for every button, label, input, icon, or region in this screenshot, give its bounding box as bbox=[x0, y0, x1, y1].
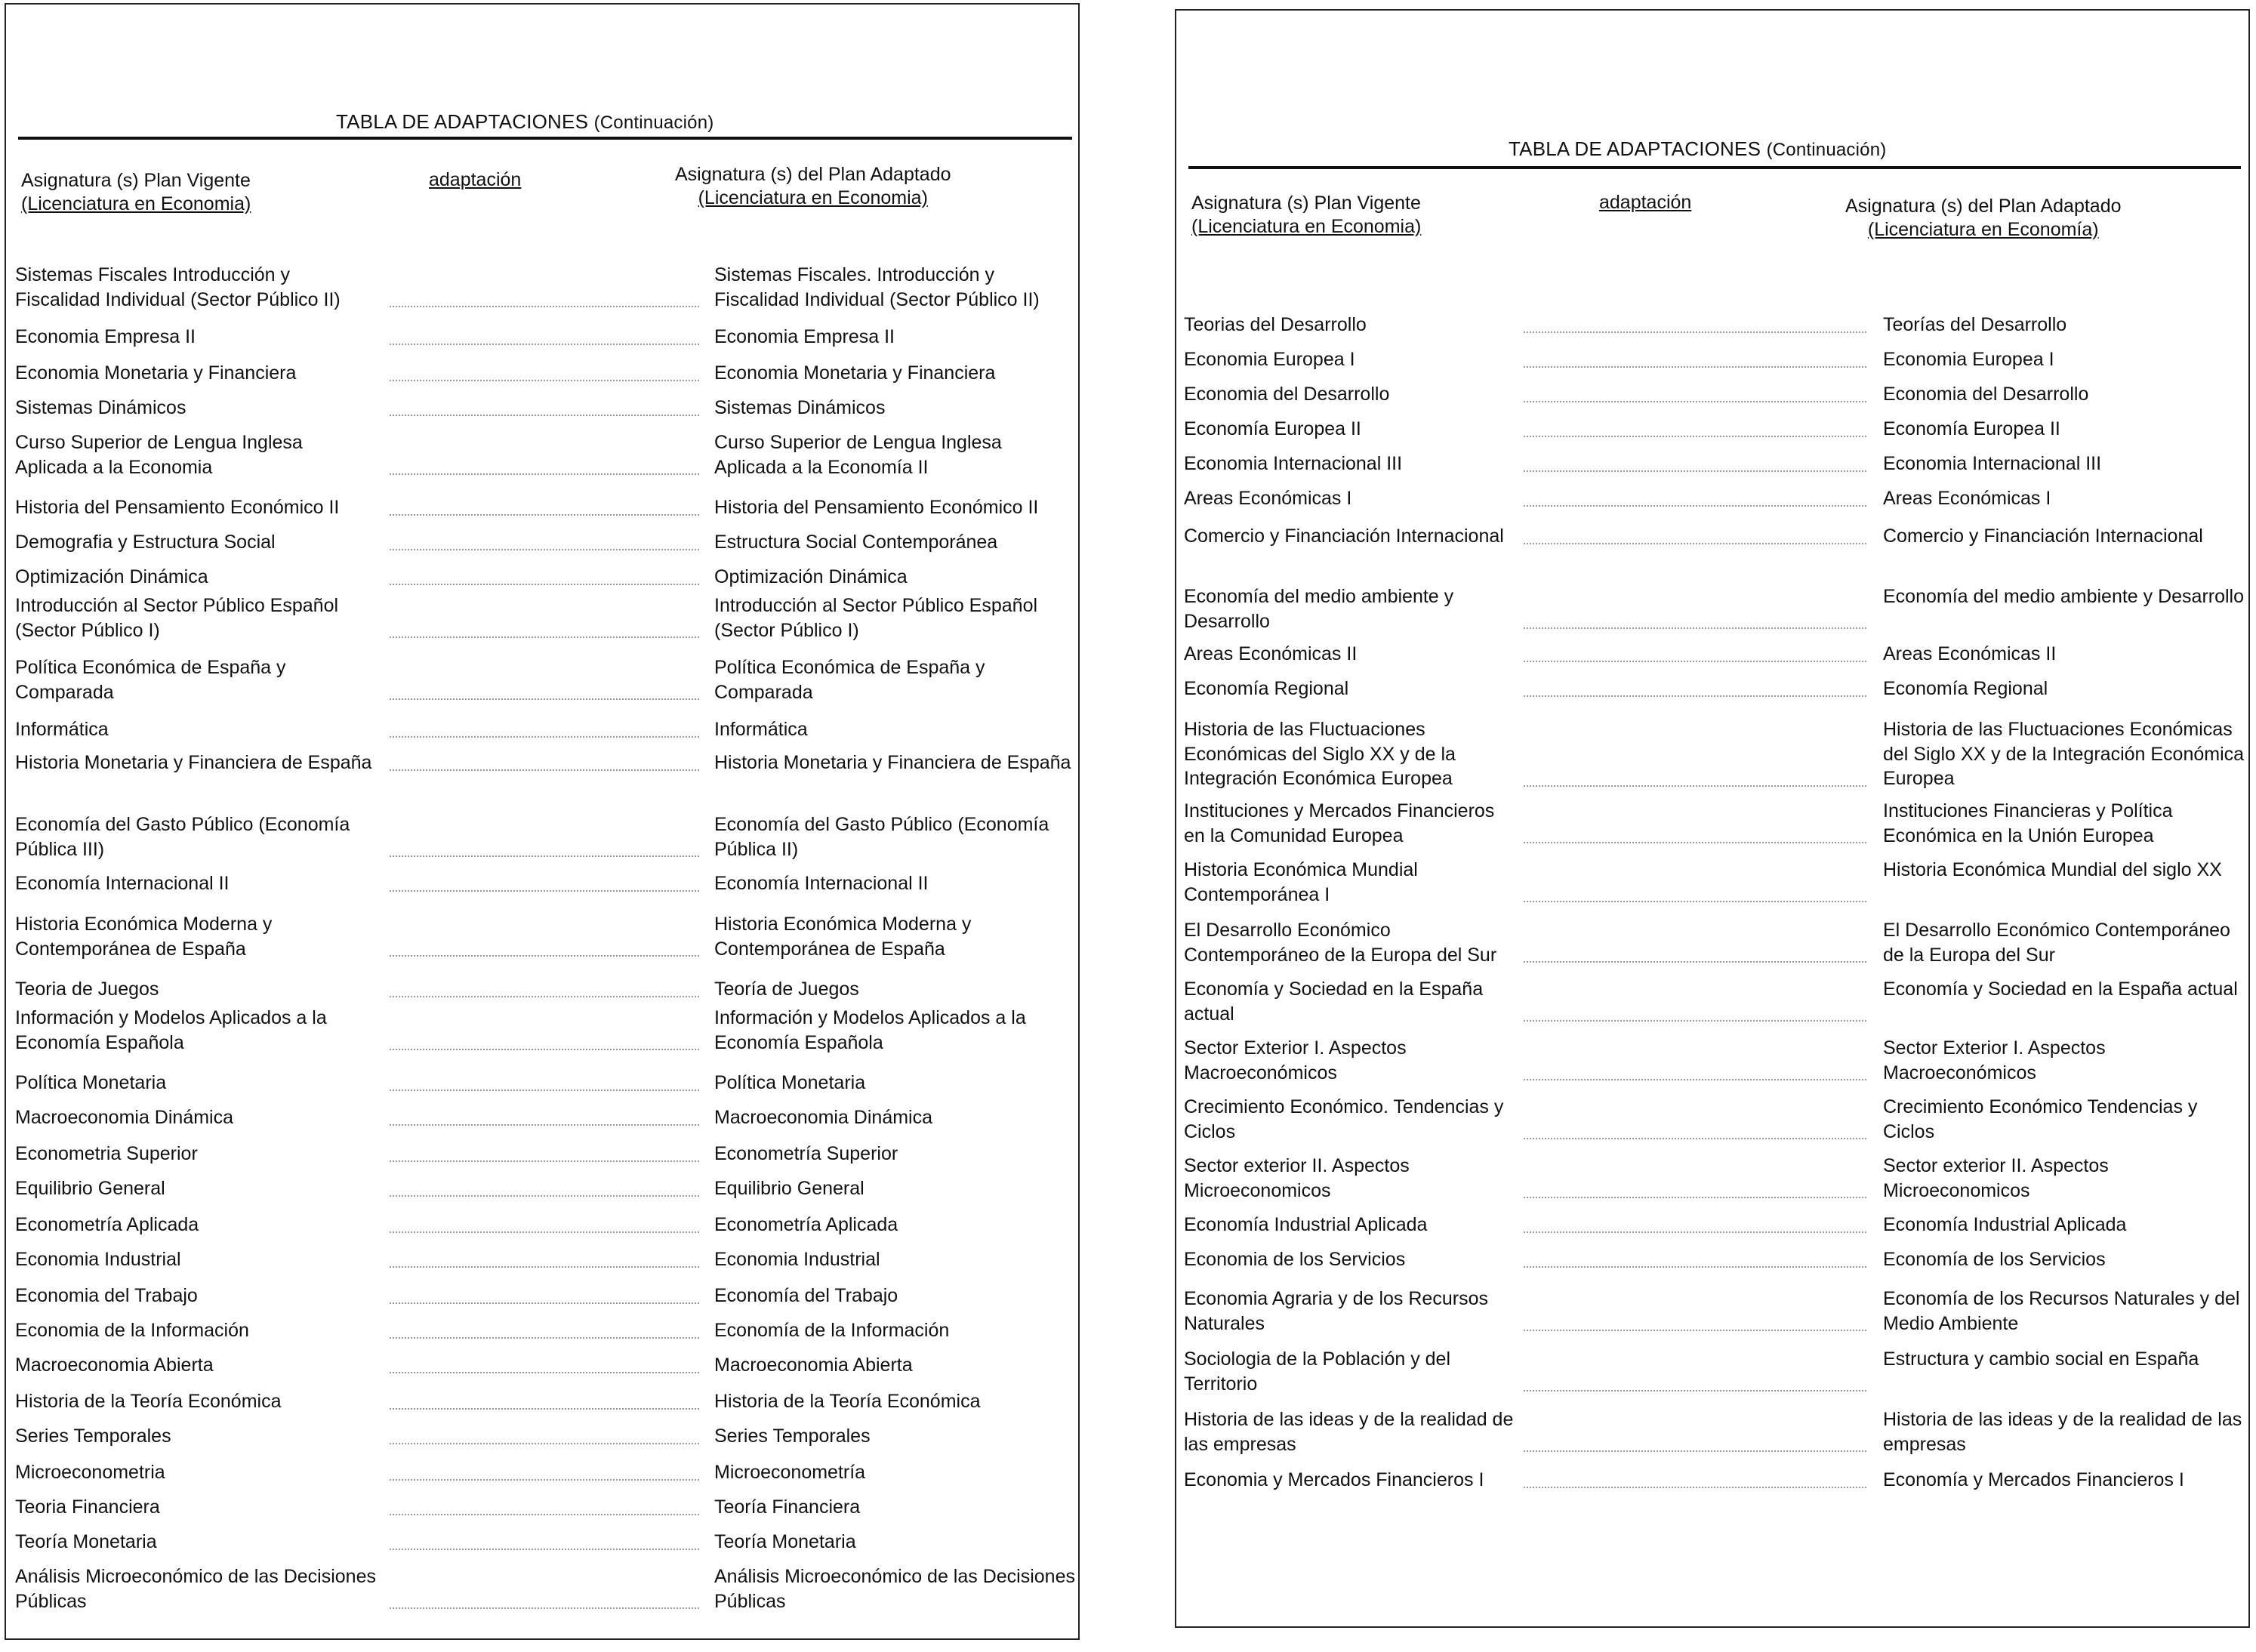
plan-adaptado-cell: Economia Monetaria y Financiera bbox=[714, 362, 996, 384]
plan-vigente-cell: Sector exterior II. Aspectos Microeconomicos bbox=[1184, 1155, 1410, 1201]
plan-vigente-cell: Introducción al Sector Público Español (Sector Público I) bbox=[15, 595, 339, 641]
plan-vigente-cell: Econometria Superior bbox=[15, 1143, 198, 1164]
plan-adaptado-cell: Economía y Mercados Financieros I bbox=[1883, 1469, 2184, 1490]
plan-adaptado-cell: Areas Económicas I bbox=[1883, 488, 2051, 509]
leader-dots bbox=[1524, 1266, 1866, 1268]
plan-adaptado-cell: Econometría Superior bbox=[714, 1143, 898, 1164]
header-plan-vigente-subtitle: (Licenciatura en Economia) bbox=[21, 193, 251, 214]
leader-dots bbox=[390, 769, 699, 771]
plan-vigente-cell: Política Monetaria bbox=[15, 1072, 167, 1093]
leader-dots bbox=[390, 380, 699, 381]
plan-vigente-cell: Equilibrio General bbox=[15, 1178, 165, 1199]
plan-vigente-cell: Teorias del Desarrollo bbox=[1184, 314, 1367, 335]
header-plan-adaptado-title: Asignatura (s) del Plan Adaptado bbox=[675, 164, 951, 185]
leader-dots bbox=[1524, 1390, 1866, 1392]
plan-adaptado-cell: Informática bbox=[714, 719, 808, 740]
leader-dots bbox=[390, 955, 699, 957]
plan-adaptado-cell: Teoría Financiera bbox=[714, 1496, 861, 1518]
leader-dots bbox=[390, 1479, 699, 1481]
plan-adaptado-cell: Economía Europea II bbox=[1883, 418, 2060, 439]
plan-vigente-cell: Areas Económicas I bbox=[1184, 488, 1352, 509]
plan-vigente-cell: Economia de los Servicios bbox=[1184, 1249, 1406, 1270]
plan-adaptado-cell: Comercio y Financiación Internacional bbox=[1883, 525, 2203, 547]
leader-dots bbox=[390, 1160, 699, 1162]
leader-dots bbox=[1524, 505, 1866, 507]
plan-vigente-cell: Macroeconomia Dinámica bbox=[15, 1107, 234, 1128]
plan-vigente-cell: Economia Industrial bbox=[15, 1249, 181, 1270]
leader-dots bbox=[390, 306, 699, 307]
header-plan-adaptado bbox=[675, 163, 951, 210]
header-adaptacion: adaptación bbox=[1599, 192, 1692, 213]
leader-dots bbox=[390, 855, 699, 857]
plan-vigente-cell: Sector Exterior I. Aspectos Macroeconómicos bbox=[1184, 1037, 1407, 1083]
leader-dots bbox=[390, 1372, 699, 1373]
plan-vigente-cell: Demografia y Estructura Social bbox=[15, 532, 276, 553]
header-plan-vigente bbox=[21, 169, 251, 216]
plan-adaptado-cell: Economía de los Servicios bbox=[1883, 1249, 2106, 1270]
plan-vigente-cell: Economia Internacional III bbox=[1184, 453, 1403, 474]
plan-adaptado-cell: Teoría de Juegos bbox=[714, 979, 859, 1000]
leader-dots bbox=[1524, 842, 1866, 843]
plan-vigente-cell: El Desarrollo Económico Contemporáneo de la Europa del Sur bbox=[1184, 920, 1497, 966]
plan-vigente-cell: Economía del medio ambiente y Desarrollo bbox=[1184, 586, 1454, 632]
header-plan-adaptado bbox=[1845, 195, 2122, 242]
plan-vigente-cell: Economía del Gasto Público (Economía Pública III) bbox=[15, 814, 350, 860]
title-rule bbox=[18, 137, 1072, 140]
plan-adaptado-cell: Información y Modelos Aplicados a la Economía Española bbox=[714, 1007, 1026, 1053]
plan-adaptado-cell: Economía del Trabajo bbox=[714, 1285, 898, 1306]
leader-dots bbox=[1524, 1197, 1866, 1198]
plan-vigente-cell: Economia y Mercados Financieros I bbox=[1184, 1469, 1484, 1490]
leader-dots bbox=[1524, 1450, 1866, 1452]
leader-dots bbox=[390, 1090, 699, 1091]
plan-vigente-cell: Comercio y Financiación Internacional bbox=[1184, 525, 1504, 547]
plan-adaptado-cell: Econometría Aplicada bbox=[714, 1214, 898, 1235]
plan-vigente-cell: Macroeconomia Abierta bbox=[15, 1355, 214, 1376]
table-title bbox=[336, 110, 713, 134]
plan-adaptado-cell: Areas Económicas II bbox=[1883, 643, 2057, 664]
plan-adaptado-cell: Macroeconomia Dinámica bbox=[714, 1107, 933, 1128]
leader-dots bbox=[390, 549, 699, 550]
leader-dots bbox=[390, 996, 699, 997]
leader-dots bbox=[1524, 436, 1866, 437]
plan-vigente-cell: Historia de las Fluctuaciones Económicas del Siglo XX y de la Integración Económica Europea bbox=[1184, 719, 1456, 789]
leader-dots bbox=[390, 636, 699, 638]
plan-vigente-cell: Economía Regional bbox=[1184, 678, 1349, 699]
plan-adaptado-cell: Historia del Pensamiento Económico II bbox=[714, 497, 1039, 518]
plan-adaptado-cell: Estructura y cambio social en España bbox=[1883, 1348, 2199, 1370]
plan-vigente-cell: Historia Monetaria y Financiera de España bbox=[15, 752, 372, 773]
plan-adaptado-cell: Equilibrio General bbox=[714, 1178, 864, 1199]
plan-adaptado-cell: Historia Económica Moderna y Contemporánea de España bbox=[714, 914, 972, 960]
header-plan-adaptado-subtitle: (Licenciatura en Economia) bbox=[698, 187, 928, 208]
table-title-suffix: (Continuación) bbox=[593, 112, 714, 133]
plan-vigente-cell: Crecimiento Económico. Tendencias y Ciclos bbox=[1184, 1096, 1504, 1142]
plan-vigente-cell: Economía y Sociedad en la España actual bbox=[1184, 979, 1484, 1025]
plan-vigente-cell: Economia de la Información bbox=[15, 1320, 249, 1341]
plan-vigente-cell: Informática bbox=[15, 719, 109, 740]
plan-adaptado-cell: Economia Empresa II bbox=[714, 326, 895, 347]
plan-vigente-cell: Economía Industrial Aplicada bbox=[1184, 1214, 1428, 1235]
plan-adaptado-cell: Economía de los Recursos Naturales y del Medio Ambiente bbox=[1883, 1288, 2240, 1334]
plan-adaptado-cell: Historia de las Fluctuaciones Económicas del Siglo XX y de la Integración Económica Europea bbox=[1883, 719, 2245, 789]
header-plan-adaptado-subtitle: (Licenciatura en Economía) bbox=[1867, 219, 2099, 240]
plan-vigente-cell: Historia de las ideas y de la realidad de las empresas bbox=[1184, 1409, 1514, 1455]
plan-adaptado-cell: Historia de las ideas y de la realidad de las empresas bbox=[1883, 1409, 2242, 1455]
leader-dots bbox=[1524, 785, 1866, 787]
plan-vigente-cell: Economía Europea II bbox=[1184, 418, 1361, 439]
plan-vigente-cell: Historia del Pensamiento Económico II bbox=[15, 497, 340, 518]
plan-vigente-cell: Economia del Trabajo bbox=[15, 1285, 198, 1306]
plan-vigente-cell: Sistemas Fiscales Introducción y Fiscalidad Individual (Sector Público II) bbox=[15, 264, 341, 310]
plan-vigente-cell: Historia de la Teoría Económica bbox=[15, 1391, 282, 1412]
plan-vigente-cell: Sociologia de la Población y del Territorio bbox=[1184, 1348, 1451, 1395]
plan-adaptado-cell: Economía Internacional II bbox=[714, 873, 929, 894]
leader-dots bbox=[390, 473, 699, 475]
plan-vigente-cell: Areas Económicas II bbox=[1184, 643, 1358, 664]
leader-dots bbox=[390, 1607, 699, 1609]
plan-vigente-cell: Economia Monetaria y Financiera bbox=[15, 362, 297, 384]
plan-vigente-cell: Teoria Financiera bbox=[15, 1496, 160, 1518]
plan-vigente-cell: Teoria de Juegos bbox=[15, 979, 159, 1000]
plan-adaptado-cell: Macroeconomia Abierta bbox=[714, 1355, 913, 1376]
leader-dots bbox=[1524, 543, 1866, 544]
plan-adaptado-cell: Política Monetaria bbox=[714, 1072, 866, 1093]
plan-adaptado-cell: El Desarrollo Económico Contemporáneo de la Europa del Sur bbox=[1883, 920, 2230, 966]
plan-vigente-cell: Información y Modelos Aplicados a la Economía Española bbox=[15, 1007, 327, 1053]
plan-adaptado-cell: Economía de la Información bbox=[714, 1320, 950, 1341]
leader-dots bbox=[1524, 401, 1866, 402]
leader-dots bbox=[390, 736, 699, 738]
plan-adaptado-cell: Sistemas Dinámicos bbox=[714, 397, 886, 418]
plan-vigente-cell: Microeconometria bbox=[15, 1462, 165, 1483]
plan-vigente-cell: Economia del Desarrollo bbox=[1184, 384, 1390, 405]
leader-dots bbox=[390, 1266, 699, 1268]
plan-vigente-cell: Curso Superior de Lengua Inglesa Aplicada a la Economia bbox=[15, 432, 303, 478]
header-plan-vigente-subtitle: (Licenciatura en Economia) bbox=[1191, 216, 1422, 237]
plan-adaptado-cell: Teoría Monetaria bbox=[714, 1531, 856, 1552]
plan-adaptado-cell: Microeconometría bbox=[714, 1462, 866, 1483]
plan-adaptado-cell: Economia del Desarrollo bbox=[1883, 384, 2089, 405]
leader-dots bbox=[390, 1408, 699, 1410]
title-rule bbox=[1188, 166, 2241, 169]
plan-adaptado-cell: Sector exterior II. Aspectos Microeconomicos bbox=[1883, 1155, 2109, 1201]
plan-vigente-cell: Sistemas Dinámicos bbox=[15, 397, 186, 418]
plan-vigente-cell: Instituciones y Mercados Financieros en la Comunidad Europea bbox=[1184, 800, 1495, 846]
leader-dots bbox=[390, 415, 699, 416]
leader-dots bbox=[1524, 1138, 1866, 1139]
leader-dots bbox=[390, 1443, 699, 1444]
table-title bbox=[1509, 137, 1886, 161]
leader-dots bbox=[390, 1124, 699, 1126]
plan-adaptado-cell: Economía y Sociedad en la España actual bbox=[1883, 979, 2238, 1000]
plan-vigente-cell: Política Económica de España y Comparada bbox=[15, 657, 286, 703]
leader-dots bbox=[1524, 1079, 1866, 1080]
plan-vigente-cell: Historia Económica Moderna y Contemporánea de España bbox=[15, 914, 273, 960]
leader-dots bbox=[390, 1231, 699, 1233]
header-plan-vigente bbox=[1191, 192, 1421, 239]
plan-adaptado-cell: Historia Económica Mundial del siglo XX bbox=[1883, 859, 2222, 880]
table-title-text: TABLA DE ADAPTACIONES bbox=[336, 110, 589, 133]
plan-adaptado-cell: Economía del medio ambiente y Desarrollo bbox=[1883, 586, 2245, 607]
plan-adaptado-cell: Instituciones Financieras y Política Económica en la Unión Europea bbox=[1883, 800, 2173, 846]
plan-vigente-cell: Análisis Microeconómico de las Decisiones Públicas bbox=[15, 1566, 376, 1612]
leader-dots bbox=[1524, 1231, 1866, 1233]
leader-dots bbox=[390, 698, 699, 700]
leader-dots bbox=[1524, 1487, 1866, 1488]
left-page bbox=[5, 3, 1080, 1640]
plan-vigente-cell: Economia Europea I bbox=[1184, 349, 1355, 370]
plan-adaptado-cell: Economia Internacional III bbox=[1883, 453, 2102, 474]
leader-dots bbox=[390, 1514, 699, 1515]
leader-dots bbox=[390, 1302, 699, 1304]
plan-vigente-cell: Economia Agraria y de los Recursos Naturales bbox=[1184, 1288, 1488, 1334]
right-page bbox=[1175, 9, 2250, 1628]
leader-dots bbox=[390, 1549, 699, 1550]
table-title-suffix: (Continuación) bbox=[1766, 140, 1887, 160]
leader-dots bbox=[390, 1049, 699, 1050]
plan-adaptado-cell: Política Económica de España y Comparada bbox=[714, 657, 985, 703]
plan-vigente-cell: Series Temporales bbox=[15, 1425, 171, 1447]
plan-adaptado-cell: Sector Exterior I. Aspectos Macroeconómicos bbox=[1883, 1037, 2106, 1083]
leader-dots bbox=[1524, 1020, 1866, 1022]
header-plan-adaptado-title: Asignatura (s) del Plan Adaptado bbox=[1845, 196, 2122, 217]
plan-adaptado-cell: Economia Europea I bbox=[1883, 349, 2054, 370]
leader-dots bbox=[1524, 1330, 1866, 1331]
plan-adaptado-cell: Sistemas Fiscales. Introducción y Fiscalidad Individual (Sector Público II) bbox=[714, 264, 1040, 310]
plan-vigente-cell: Teoría Monetaria bbox=[15, 1531, 157, 1552]
plan-adaptado-cell: Economía Regional bbox=[1883, 678, 2048, 699]
plan-adaptado-cell: Crecimiento Económico Tendencias y Ciclos bbox=[1883, 1096, 2198, 1142]
leader-dots bbox=[390, 344, 699, 345]
leader-dots bbox=[1524, 961, 1866, 963]
table-title-text: TABLA DE ADAPTACIONES bbox=[1509, 137, 1761, 160]
leader-dots bbox=[390, 514, 699, 516]
header-plan-vigente-title: Asignatura (s) Plan Vigente bbox=[21, 170, 251, 191]
plan-adaptado-cell: Economia Industrial bbox=[714, 1249, 880, 1270]
plan-adaptado-cell: Optimización Dinámica bbox=[714, 566, 908, 587]
plan-adaptado-cell: Historia Monetaria y Financiera de España bbox=[714, 752, 1071, 773]
leader-dots bbox=[1524, 695, 1866, 697]
plan-adaptado-cell: Teorías del Desarrollo bbox=[1883, 314, 2067, 335]
header-plan-vigente-title: Asignatura (s) Plan Vigente bbox=[1191, 193, 1421, 214]
leader-dots bbox=[1524, 366, 1866, 368]
plan-vigente-cell: Optimización Dinámica bbox=[15, 566, 208, 587]
plan-vigente-cell: Economia Empresa II bbox=[15, 326, 196, 347]
leader-dots bbox=[390, 1195, 699, 1197]
plan-adaptado-cell: Análisis Microeconómico de las Decisiones Públicas bbox=[714, 1566, 1075, 1612]
plan-vigente-cell: Econometría Aplicada bbox=[15, 1214, 199, 1235]
leader-dots bbox=[1524, 661, 1866, 662]
header-adaptacion: adaptación bbox=[429, 169, 522, 190]
plan-adaptado-cell: Series Temporales bbox=[714, 1425, 871, 1447]
plan-adaptado-cell: Economía Industrial Aplicada bbox=[1883, 1214, 2127, 1235]
leader-dots bbox=[1524, 331, 1866, 333]
plan-adaptado-cell: Curso Superior de Lengua Inglesa Aplicada a la Economía II bbox=[714, 432, 1002, 478]
plan-adaptado-cell: Historia de la Teoría Económica bbox=[714, 1391, 981, 1412]
leader-dots bbox=[390, 584, 699, 585]
plan-vigente-cell: Historia Económica Mundial Contemporánea I bbox=[1184, 859, 1418, 905]
leader-dots bbox=[390, 1337, 699, 1339]
plan-adaptado-cell: Introducción al Sector Público Español (Sector Público I) bbox=[714, 595, 1038, 641]
plan-adaptado-cell: Economía del Gasto Público (Economía Pública II) bbox=[714, 814, 1049, 860]
plan-vigente-cell: Economía Internacional II bbox=[15, 873, 230, 894]
leader-dots bbox=[1524, 470, 1866, 472]
plan-adaptado-cell: Estructura Social Contemporánea bbox=[714, 532, 998, 553]
leader-dots bbox=[390, 890, 699, 892]
leader-dots bbox=[1524, 901, 1866, 902]
leader-dots bbox=[1524, 627, 1866, 629]
